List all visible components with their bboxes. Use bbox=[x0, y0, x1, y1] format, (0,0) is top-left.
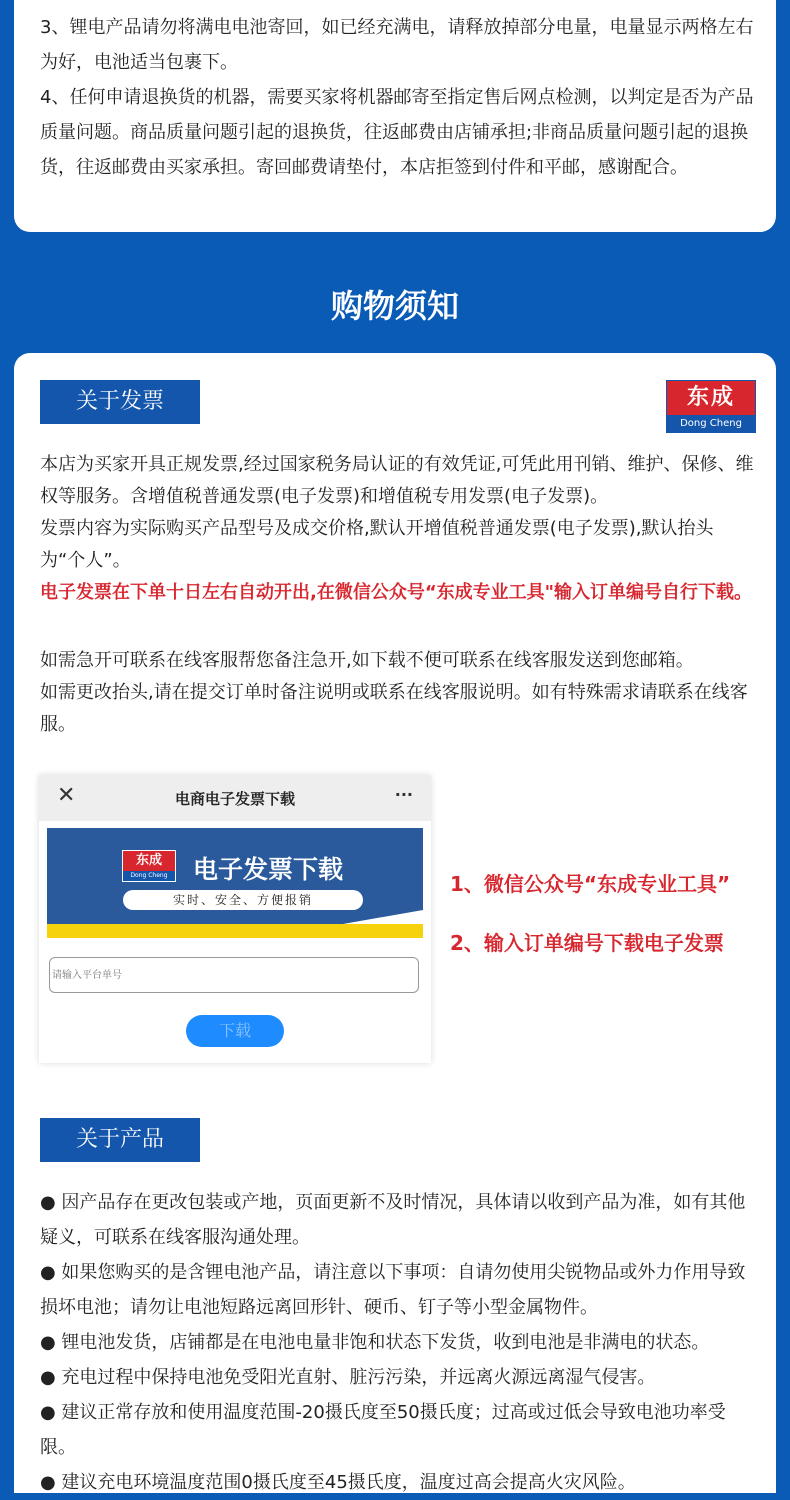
banner-logo-cn: 东成 bbox=[123, 851, 175, 871]
return-note-4: 4、任何申请退换货的机器，需要买家将机器邮寄至指定售后网点检测，以判定是否为产品质量问题。商品质量问题引起的退换货，往返邮费由店铺承担;非商品质量问题引起的退换货，往返邮费由买家承担。寄回邮费请垫付，本店拒签到付件和平邮，感谢配合。 bbox=[40, 87, 754, 178]
brand-logo-en: Dong Cheng bbox=[667, 415, 755, 432]
banner-title: 电子发票下载 bbox=[193, 855, 344, 884]
invoice-para-1: 本店为买家开具正规发票,经过国家税务局认证的有效凭证,可凭此用刊销、维护、保修、维权等服务。含增值税普通发票(电子发票)和增值税专用发票(电子发票)。 bbox=[40, 454, 754, 507]
invoice-para-4: 如需急开可联系在线客服帮您备注急开,如下载不便可联系在线客服发送到您邮箱。 bbox=[40, 650, 694, 671]
banner-logo-en: Dong Cheng bbox=[123, 871, 175, 881]
invoice-para-red: 电子发票在下单十日左右自动开出,在微信公众号“东成专业工具"输入订单编号自行下载。 bbox=[40, 582, 753, 603]
step-1: 1、微信公众号“东成专业工具” bbox=[450, 872, 731, 896]
mock-page-title: 电商电子发票下载 bbox=[174, 790, 295, 808]
product-bullet-4: ● 充电过程中保持电池免受阳光直射、脏污污染，并远离火源远离湿气侵害。 bbox=[40, 1367, 656, 1388]
product-bullet-1: ● 因产品存在更改包装或产地，页面更新不及时情况，具体请以收到产品为准，如有其他疑义，可联系在线客服沟通处理。 bbox=[40, 1192, 746, 1248]
invoice-tag: 关于发票 bbox=[40, 380, 200, 424]
banner-logo bbox=[122, 850, 176, 882]
banner-divider bbox=[343, 910, 423, 924]
product-bullet-5: ● 建议正常存放和使用温度范围-20摄氏度至50摄氏度；过高或过低会导致电池功率受限。 bbox=[40, 1402, 726, 1458]
banner-subtitle: 实时、安全、方便报销 bbox=[123, 890, 363, 910]
return-policy-card bbox=[14, 0, 776, 232]
shopping-notice-card bbox=[14, 353, 776, 1493]
invoice-download-screenshot bbox=[39, 775, 431, 1063]
section-title: 购物须知 bbox=[330, 287, 459, 325]
step-2: 2、输入订单编号下载电子发票 bbox=[450, 931, 724, 955]
invoice-para-5: 如需更改抬头,请在提交订单时备注说明或联系在线客服说明。如有特殊需求请联系在线客服。 bbox=[40, 682, 748, 735]
brand-logo-cn: 东成 bbox=[667, 381, 755, 415]
download-button[interactable]: 下载 bbox=[186, 1015, 284, 1047]
banner-stripe bbox=[47, 924, 423, 938]
return-note-3: 3、锂电产品请勿将满电电池寄回，如已经充满电，请释放掉部分电量，电量显示两格左右为好，电池适当包裹下。 bbox=[40, 17, 754, 73]
close-icon[interactable]: ✕ bbox=[57, 783, 76, 808]
invoice-banner bbox=[47, 828, 423, 938]
invoice-para-2: 发票内容为实际购买产品型号及成交价格,默认开增值税普通发票(电子发票),默认抬头为“个人”。 bbox=[40, 518, 714, 571]
order-number-input[interactable]: 请输入平台单号 bbox=[49, 957, 419, 993]
product-bullet-3: ● 锂电池发货，店铺都是在电池电量非饱和状态下发货，收到电池是非满电的状态。 bbox=[40, 1332, 710, 1353]
product-bullet-2: ● 如果您购买的是含锂电池产品，请注意以下事项：自请勿使用尖锐物品或外力作用导致损坏电池；请勿让电池短路远离回形针、硬币、钉子等小型金属物件。 bbox=[40, 1262, 746, 1318]
brand-logo bbox=[666, 380, 756, 433]
product-bullet-6: ● 建议充电环境温度范围0摄氏度至45摄氏度，温度过高会提高火灾风险。 bbox=[40, 1472, 636, 1493]
product-tag: 关于产品 bbox=[40, 1118, 200, 1162]
more-icon[interactable]: ··· bbox=[394, 785, 413, 804]
mock-title-bar bbox=[39, 775, 431, 821]
